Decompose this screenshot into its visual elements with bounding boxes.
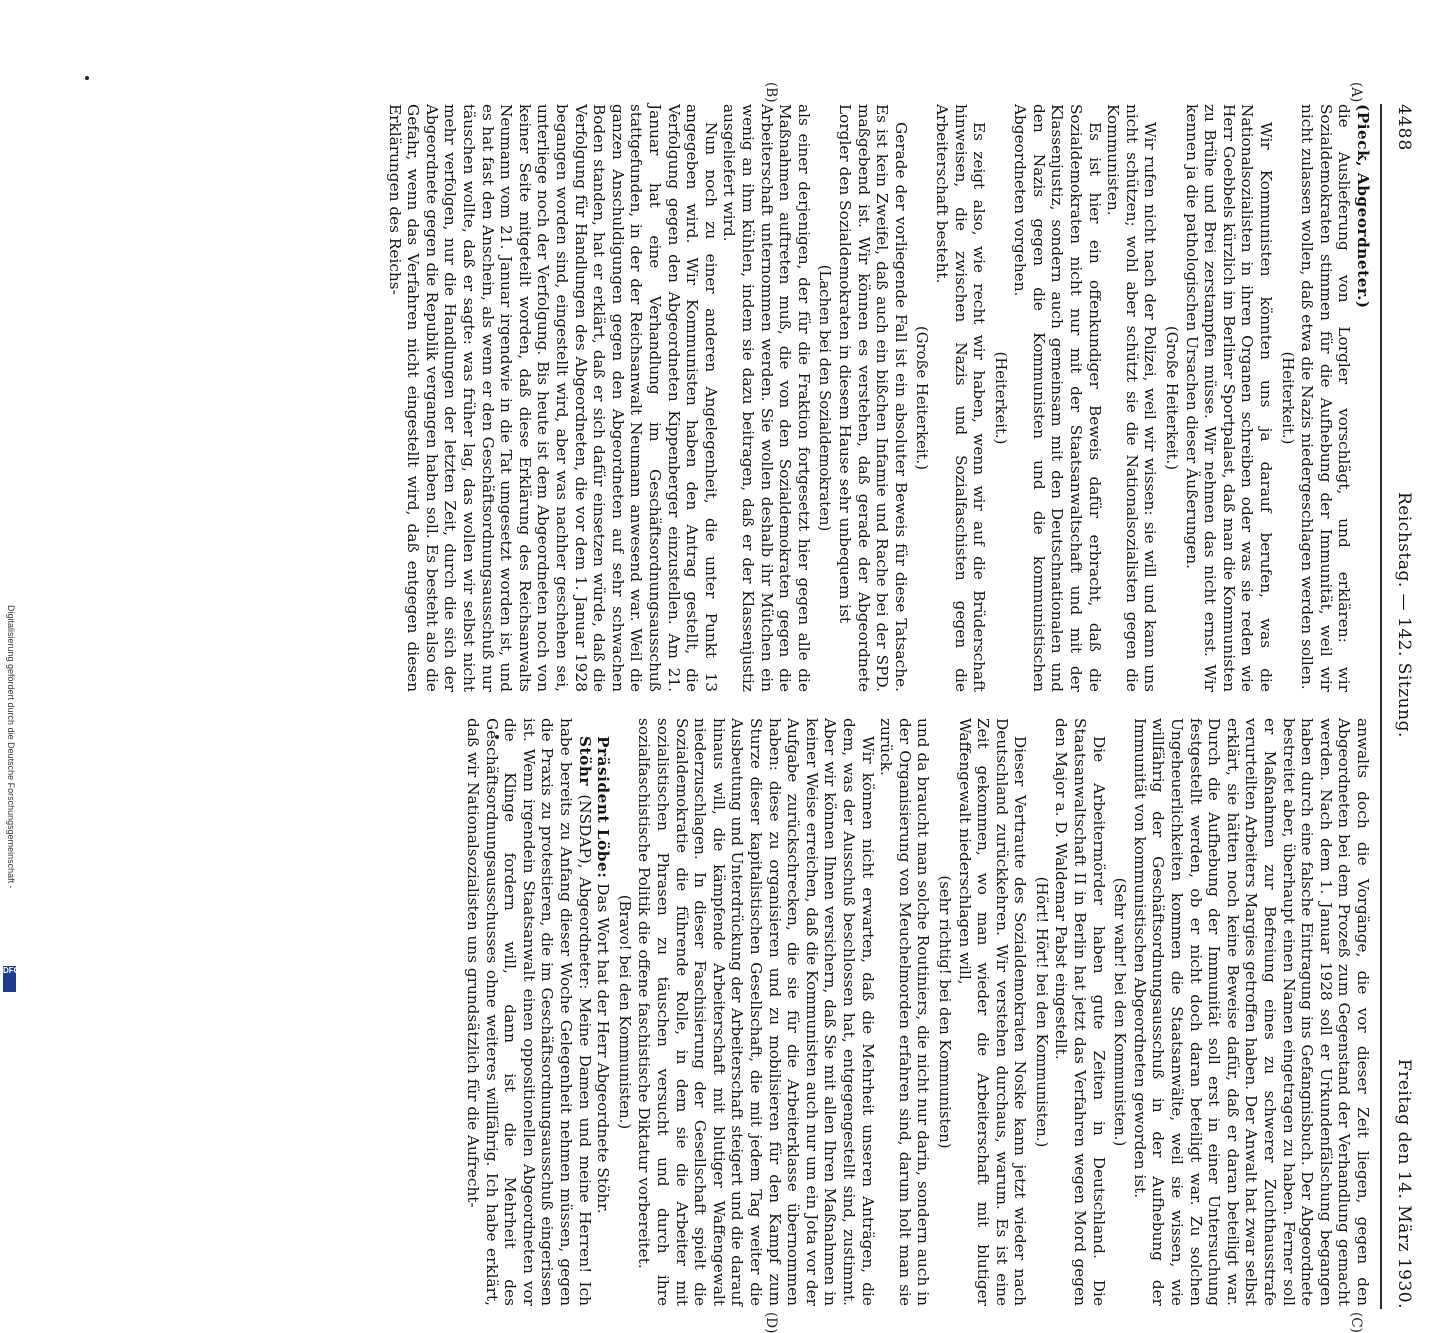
- paragraph: Wir rufen nicht nach der Polizei, weil wir wissen: sie will und kann uns nicht schützen; wohl aber schützt sie die Nationalsozialisten gegen die Kommunisten.: [1104, 104, 1160, 692]
- margin-mark-a: (A): [1348, 82, 1364, 103]
- dfg-logo: [3, 966, 20, 992]
- session-date: Freitag den 14. März 1930.: [1394, 1058, 1414, 1309]
- interjection: (Lachen bei den Sozialdemokraten): [816, 264, 834, 532]
- dfg-logo-text: DFG: [3, 966, 20, 975]
- interjection: (Heiterkeit.): [1278, 351, 1296, 445]
- digitization-note: [2, 605, 20, 995]
- interjection: (Bravo! bei den Kommunisten.): [615, 894, 633, 1130]
- scan-speck: [85, 76, 89, 80]
- interjection: (Große Heiterkeit.): [913, 326, 931, 470]
- right-column: [464, 718, 1372, 1306]
- left-column: [385, 104, 1372, 692]
- digitization-note-text: Digitalisierung gefördert durch die Deutsche Forschungsgemeinschaft -: [6, 605, 16, 889]
- paragraph: als einer derjenigen, der für die Fraktion fortgesetzt hier gegen alle die Maßnahmen auftreten muß, die von den Sozialdemokraten gegen die Arbeiterschaft unternommen werden. Sie wollen deshalb ihr Mütchen ein wenig an ihm kühlen, indem sie dazu beitragen, daß er der Klassenjustiz ausgeliefert wird.: [720, 104, 813, 692]
- margin-mark-b: (B): [763, 82, 779, 103]
- margin-mark-c: (C): [1348, 1312, 1364, 1333]
- paragraph: Dieser Vertraute des Sozialdemokraten Noske kann jetzt wieder nach Deutschland zurückkehren. Wir verstehen durchaus, warum. Es ist eine Zeit gekommen, wo man wieder die Arbeiterschaft mit blutiger Waffengewalt niederschlagen will,: [955, 718, 1030, 1306]
- paragraph: Es zeigt also, wie recht wir haben, wenn wir auf die Brüderschaft hinweisen, die zwischen Nazis und Sozialfaschisten gegen die Arbeiterschaft besteht.: [932, 104, 989, 692]
- interjection: (Hört! Hört! bei den Kommunisten.): [1032, 876, 1050, 1148]
- interjection: (Große Heiterkeit.): [1163, 326, 1181, 470]
- paragraph: anwalts doch die Vorgänge, die vor dieser Zeit liegen, gegen den Abgeordneten bei dem Prozeß zum Gegenstand der Verhandlung gemacht werden. Nach dem 1. Januar 1928 soll er Urkundenfälschung begangen haben durch eine falsche Eintragung ins Gefangnisbuch. Der Abgeordnete bestreitet aber, überhaupt einen Namen eingetragen zu haben. Ferner soll er Maßnahmen zur Befreiung eines zu schwerer Zuchthausstrafe verurteilten Arbeiters Margies getroffen haben. Der Anwalt hat zwar selbst erklärt, sie hätten noch keine Beweise dafür, daß er daran beteiligt war. Durch die Aufhebung der Immunität soll erst in einer Untersuchung festgestellt werden, ob er nicht doch daran beteiligt war. Zu solchen Ungeheuerlichkeiten kommen die Staatsanwälte, weil sie wissen, wie willfährig der Geschäftsordnungsausschuß in der Aufhebung der Immunität von kommunistischen Abgeordneten geworden ist.: [1130, 718, 1372, 1306]
- paragraph: [1353, 104, 1372, 692]
- speech-text: Das Wort hat der Herr Abgeordnete Stöhr.: [594, 883, 613, 1214]
- paragraph: Wir Kommunisten könnten uns ja darauf berufen, was die Nationalsozialisten in ihren Organen schreiben oder was sie reden wie Herr Goebbels kürzlich im Berliner Sportpalast, daß man die Kommunisten zu Brühe und Brei zerstampfen müsse. Wir nehmen das nicht ernst. Wir kennen ja die pathologischen Ursachen dieser Äußerungen.: [1182, 104, 1276, 692]
- margin-mark-d: (D): [763, 1312, 779, 1333]
- paragraph: Es ist hier ein offenkundiger Beweis dafür erbracht, daß die Sozialdemokraten nicht nur mit der Staatsanwaltschaft und mit der Klassenjustiz, sondern auch gemeinsam mit den Deutschnationalen und den Nazis gegen die Kommunisten und die kommunistischen Abgeordneten vorgehen.: [1011, 104, 1104, 692]
- paragraph: und da braucht man solche Routiniers, die nicht nur darin, sondern auch in der Organisierung von Meuchelmorden erfahren sind, darum holt man sie zurück.: [877, 718, 933, 1306]
- paragraph: [464, 718, 594, 1306]
- speech-text: (NSDAP), Abgeordneter: Meine Damen und meine Herren! Ich habe bereits zu Anfang dieser Woche Gelegenheit nehmen müssen, gegen die Praxis zu protestieren, die im Geschäftsordnungsausschuß eingerissen ist. Wenn irgendein Staatsanwalt einen oppositionellen Abgeordneten vor die Klinge fordern will, dann ist die Mehrheit des Geschäftsordnungsausschusses ohne weiteres willfährig. Ich habe erklärt, daß wir Nationalsozialisten uns grundsätzlich für die Aufrecht-: [464, 718, 594, 1306]
- speaker-name: (Pieck, Abgeordneter.): [1354, 104, 1372, 309]
- paragraph: [594, 718, 613, 1306]
- speaker-name: Präsident Löbe:: [594, 736, 613, 879]
- page-header: [1380, 104, 1424, 1309]
- page-number: 4488: [1394, 104, 1414, 152]
- paragraph: die Auslieferung von Lorgler vorschlägt, und erklären: wir Sozialdemokraten stimmen für die Aufhebung der Immunität, weil wir nicht zulassen wollen, daß etwa die Nazis niedergeschlagen werden sollen.: [1298, 104, 1354, 692]
- interjection: (sehr richtig! bei den Kommunisten): [935, 875, 953, 1149]
- paragraph: Wir können nicht erwarten, daß die Mehrheit unseren Anträgen, die dem, was der Ausschuß beschlossen hat, entgegengestellt sind, zustimmt. Aber wir können Ihnen versichern, daß Sie mit allen Ihren Maßnahmen in keiner Weise erreichen, daß die Kommunisten auch nur um ein Jota vor der Aufgabe zurückschrecken, die sie für die Arbeiterklasse übernommen haben: diese zu organisieren und zu mobilisieren für den Kampf zum Sturze dieser kapitalistischen Gesellschaft, die mit jedem Tag weiter die Ausbeutung und Unterdrückung der Arbeiterschaft steigert und die darauf hinaus will, die kämpfende Arbeiterschaft mit blutiger Waffengewalt niederzuschlagen. In dieser Faschisierung der Gesellschaft spielt die Sozialdemokratie die führende Rolle, in dem sie die Arbeiter mit sozialistischen Phrasen zu täuschen versucht und durch ihre sozialfaschistische Politik die offene faschistische Diktatur vorbereitet.: [635, 718, 877, 1306]
- speaker-name: Stöhr: [575, 736, 594, 786]
- interjection: (Sehr wahr! bei den Kommunisten.): [1111, 877, 1129, 1147]
- session-title: Reichstag. — 142. Sitzung.: [1394, 492, 1414, 738]
- paragraph: Die Arbeitermörder haben gute Zeiten in Deutschland. Die Staatsanwaltschaft II in Berlin hat jetzt das Verfahren wegen Mord gegen den Major a. D. Waldemar Pabst eingestellt.: [1052, 718, 1108, 1306]
- paragraph: Nun noch zu einer anderen Angelegenheit, die unter Punkt 13 angegeben wird. Wir Kommunisten haben den Antrag gestellt, die Verfolgung gegen den Abgeordneten Kippenberger einzustellen. Am 21. Januar hat eine Verhandlung im Geschäftsordnungsausschuß stattgefunden, in der der Reichsanwalt Neumann anwesend war. Weil die ganzen Anschuldigungen gegen den Abgeordneten auf sehr schwachen Boden standen, hat er erklärt, daß er sich dafür einsetzen würde, daß die Verfolgung für Handlungen des Abgeordneten, die vor dem 1. Januar 1928 begangen worden sind, eingestellt wird, aber was nachher geschehen sei, unterliege noch der Verfolgung. Bis heute ist dem Abgeordneten noch von keiner Seite mitgeteilt worden, daß diese Erklärung des Reichsanwalts Neumann vom 21. Januar irgendwie in die Tat umgesetzt worden ist, und es hat fast den Anschein, als wenn er den Geschäftsordnungsausschuß nur täuschen wollte, daß er sagte: was früher lag, das wollen wir selbst nicht mehr verfolgen, nur die Handlungen der letzten Zeit, durch die sich der Abgeordnete gegen die Republik vergangen haben soll. Es besteht also die Gefahr, wenn das Verfahren nicht eingestellt wird, daß entgegen diesen Erklärungen des Reichs-: [385, 104, 720, 692]
- interjection: (Heiterkeit.): [991, 351, 1009, 445]
- header-rule: [1381, 104, 1383, 1309]
- paragraph: Gerade der vorliegende Fall ist ein absoluter Beweis für diese Tatsache. Es ist kein Zweifel, daß auch ein bißchen Infamie und Rache bei der SPD. maßgebend ist. Wir können es verstehen, daß gerade der Abgeordnete Lorgler den Sozialdemokraten in diesem Hause sehr unbequem ist: [835, 104, 910, 692]
